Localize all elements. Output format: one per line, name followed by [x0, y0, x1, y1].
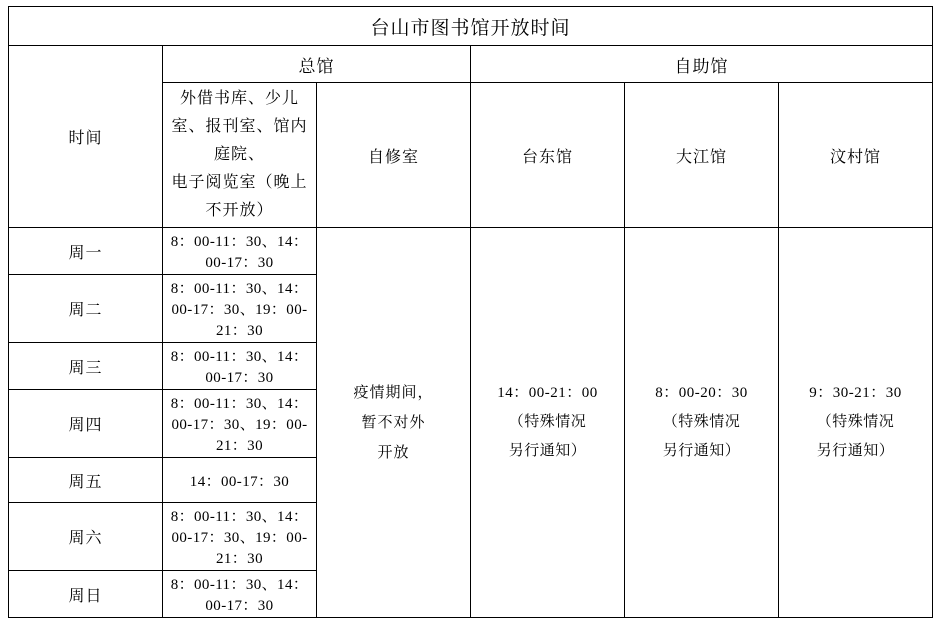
table-group-header-row: [9, 46, 933, 83]
header-branch-wencun: 汶村馆: [779, 83, 933, 228]
study-room-status-line-1: 疫情期间，: [353, 384, 434, 401]
study-room-status-line-3: 开放: [377, 444, 410, 461]
branch-wencun-hours: [779, 228, 933, 618]
study-room-status-line-2: 暂不对外: [361, 414, 426, 431]
row-day-label: 周二: [9, 275, 163, 343]
branch-dajiang-hours: [625, 228, 779, 618]
branch-taidong-note-line-1: （特殊情况: [508, 413, 587, 430]
branch-dajiang-note-line-2: 另行通知）: [662, 443, 741, 460]
branch-wencun-note-line-1: （特殊情况: [816, 413, 895, 430]
header-group-main-library: 总馆: [163, 46, 471, 83]
header-time: 时间: [9, 46, 163, 228]
header-main-rooms-line-2: 电子阅览室（晚上不开放）: [171, 174, 308, 219]
table-row: [9, 228, 933, 275]
header-branch-dajiang: 大江馆: [625, 83, 779, 228]
row-day-label: 周六: [9, 503, 163, 571]
page-title: 台山市图书馆开放时间: [9, 7, 933, 46]
row-main-hours: 8：00-11：30、14：00-17：30: [163, 571, 317, 618]
library-opening-hours-table: [8, 6, 933, 618]
study-room-status: [317, 228, 471, 618]
branch-wencun-note-line-2: 另行通知）: [816, 443, 895, 460]
row-day-label: 周日: [9, 571, 163, 618]
branch-dajiang-note-line-1: （特殊情况: [662, 413, 741, 430]
branch-taidong-hours-value: 14：00-21：00: [497, 384, 598, 401]
header-group-self-service: 自助馆: [471, 46, 933, 83]
row-day-label: 周一: [9, 228, 163, 275]
header-main-rooms-line-1: 外借书库、少儿室、报刊室、馆内庭院、: [171, 90, 308, 163]
header-branch-taidong: 台东馆: [471, 83, 625, 228]
branch-taidong-note-line-2: 另行通知）: [508, 443, 587, 460]
row-day-label: 周三: [9, 343, 163, 390]
header-main-rooms: [163, 83, 317, 228]
row-main-hours: 8：00-11：30、14：00-17：30: [163, 228, 317, 275]
row-day-label: 周四: [9, 390, 163, 458]
row-day-label: 周五: [9, 458, 163, 503]
row-main-hours: 8：00-11：30、14：00-17：30、19：00-21：30: [163, 275, 317, 343]
branch-taidong-hours: [471, 228, 625, 618]
row-main-hours: 8：00-11：30、14：00-17：30、19：00-21：30: [163, 503, 317, 571]
row-main-hours: 14：00-17：30: [163, 458, 317, 503]
row-main-hours: 8：00-11：30、14：00-17：30: [163, 343, 317, 390]
header-study-room: 自修室: [317, 83, 471, 228]
branch-wencun-hours-value: 9：30-21：30: [809, 384, 902, 401]
table-title-row: [9, 7, 933, 46]
row-main-hours: 8：00-11：30、14：00-17：30、19：00-21：30: [163, 390, 317, 458]
branch-dajiang-hours-value: 8：00-20：30: [655, 384, 748, 401]
